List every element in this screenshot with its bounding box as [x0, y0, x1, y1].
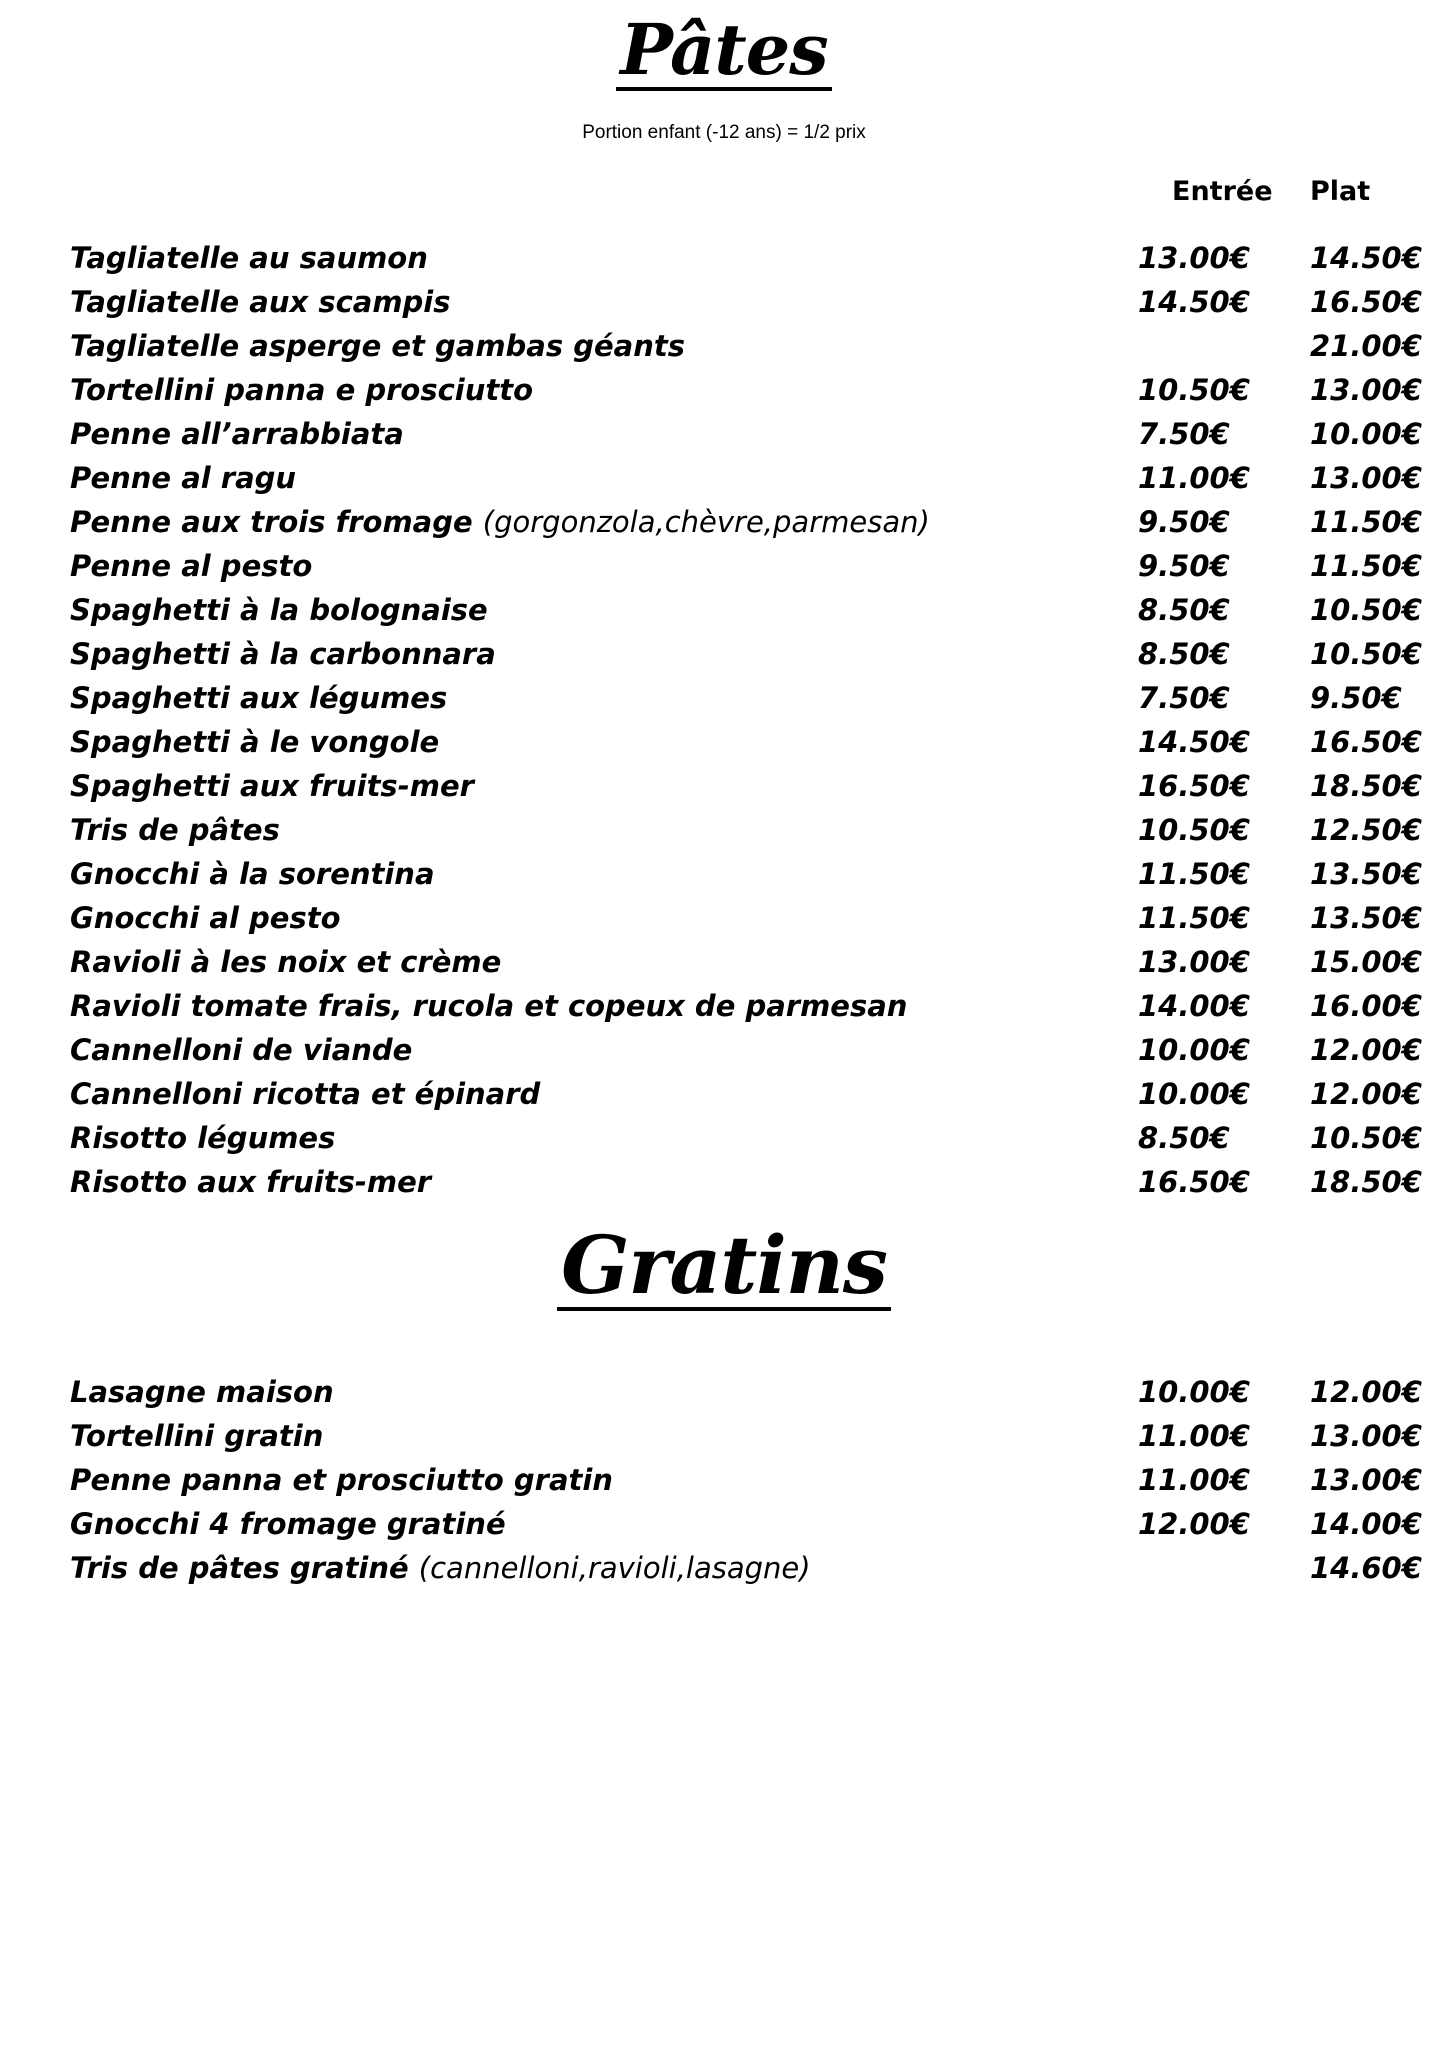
- dish-name-text: Tris de pâtes gratiné: [70, 1551, 409, 1585]
- dish-name-text: Spaghetti aux légumes: [70, 681, 448, 715]
- dish-name: [70, 1160, 431, 1204]
- menu-item: [0, 940, 1448, 984]
- menu-item: [0, 852, 1448, 896]
- price-plat: 10.00€: [1310, 417, 1422, 451]
- dish-name-text: Spaghetti à le vongole: [70, 725, 440, 759]
- menu-item: [0, 1502, 1448, 1546]
- dish-name: [70, 1458, 613, 1502]
- dish-name-text: Gnocchi al pesto: [70, 901, 341, 935]
- price-entree: 13.00€: [1138, 241, 1250, 275]
- price-entree: 12.00€: [1138, 1507, 1250, 1541]
- dish-note: (cannelloni,ravioli,lasagne): [418, 1551, 811, 1585]
- price-plat: 13.00€: [1310, 1463, 1422, 1497]
- section-title-pates-text: Pâtes: [616, 15, 831, 91]
- price-plat: 12.50€: [1310, 813, 1422, 847]
- price-entree: 14.50€: [1138, 285, 1250, 319]
- menu-item: [0, 1028, 1448, 1072]
- pates-menu-list: [0, 236, 1448, 1204]
- dish-name-text: Tortellini gratin: [70, 1419, 324, 1453]
- price-plat: 14.00€: [1310, 1507, 1422, 1541]
- price-plat: 14.50€: [1310, 241, 1422, 275]
- price-plat: 15.00€: [1310, 945, 1422, 979]
- price-plat: 12.00€: [1310, 1077, 1422, 1111]
- price-entree: 10.00€: [1138, 1077, 1250, 1111]
- dish-name-text: Penne panna et prosciutto gratin: [70, 1463, 613, 1497]
- dish-name-text: Risotto légumes: [70, 1121, 336, 1155]
- price-entree: 13.00€: [1138, 945, 1250, 979]
- dish-name: [70, 676, 447, 720]
- menu-item: [0, 544, 1448, 588]
- dish-name: [70, 280, 451, 324]
- price-plat: 18.50€: [1310, 1165, 1422, 1199]
- price-entree: 8.50€: [1138, 1121, 1230, 1155]
- dish-name-text: Gnocchi 4 fromage gratiné: [70, 1507, 506, 1541]
- dish-name-text: Cannelloni ricotta et épinard: [70, 1077, 541, 1111]
- dish-name: [70, 984, 907, 1028]
- dish-name-text: Tortellini panna e prosciutto: [70, 373, 534, 407]
- menu-item: [0, 764, 1448, 808]
- price-plat: 13.00€: [1310, 1419, 1422, 1453]
- price-entree: 7.50€: [1138, 681, 1230, 715]
- section-title-pates: [0, 8, 1448, 91]
- price-entree: 10.50€: [1138, 373, 1250, 407]
- dish-name-text: Penne al pesto: [70, 549, 313, 583]
- column-header-entree: Entrée: [1172, 176, 1273, 207]
- price-plat: 13.00€: [1310, 461, 1422, 495]
- menu-item: [0, 1546, 1448, 1590]
- dish-name: [70, 808, 280, 852]
- dish-name: [70, 324, 685, 368]
- dish-name: [70, 1370, 334, 1414]
- price-plat: 21.00€: [1310, 329, 1422, 363]
- price-plat: 18.50€: [1310, 769, 1422, 803]
- dish-name: [70, 1072, 540, 1116]
- price-plat: 16.50€: [1310, 285, 1422, 319]
- price-entree: 14.50€: [1138, 725, 1250, 759]
- price-plat: 9.50€: [1310, 681, 1402, 715]
- dish-name-text: Gnocchi à la sorentina: [70, 857, 435, 891]
- dish-name-text: Tagliatelle asperge et gambas géants: [70, 329, 686, 363]
- dish-name: [70, 1028, 412, 1072]
- price-entree: 11.50€: [1138, 857, 1250, 891]
- dish-name-text: Penne al ragu: [70, 461, 297, 495]
- price-plat: 10.50€: [1310, 1121, 1422, 1155]
- menu-item: [0, 368, 1448, 412]
- dish-name: [70, 412, 404, 456]
- price-entree: 10.00€: [1138, 1033, 1250, 1067]
- dish-name: [70, 1502, 506, 1546]
- dish-name: [70, 632, 496, 676]
- price-plat: 11.50€: [1310, 505, 1422, 539]
- price-entree: 11.00€: [1138, 1419, 1250, 1453]
- dish-name: [70, 544, 312, 588]
- dish-name: [70, 500, 930, 544]
- price-entree: 8.50€: [1138, 637, 1230, 671]
- dish-name: [70, 236, 428, 280]
- menu-item: [0, 588, 1448, 632]
- menu-item: [0, 720, 1448, 764]
- menu-item: [0, 1458, 1448, 1502]
- price-entree: 11.00€: [1138, 1463, 1250, 1497]
- menu-item: [0, 984, 1448, 1028]
- menu-item: [0, 1414, 1448, 1458]
- dish-name-text: Spaghetti à la carbonnara: [70, 637, 496, 671]
- dish-name-text: Cannelloni de viande: [70, 1033, 413, 1067]
- gratins-menu-list: [0, 1370, 1448, 1590]
- price-plat: 12.00€: [1310, 1033, 1422, 1067]
- dish-name-text: Risotto aux fruits-mer: [70, 1165, 432, 1199]
- dish-name-text: Penne all’arrabbiata: [70, 417, 404, 451]
- menu-item: [0, 1116, 1448, 1160]
- section-title-gratins: [0, 1218, 1448, 1312]
- column-header-plat: Plat: [1310, 176, 1371, 207]
- dish-name-text: Spaghetti aux fruits-mer: [70, 769, 474, 803]
- price-entree: 16.50€: [1138, 1165, 1250, 1199]
- dish-name: [70, 764, 474, 808]
- price-plat: 10.50€: [1310, 593, 1422, 627]
- dish-name: [70, 588, 488, 632]
- dish-name-text: Ravioli tomate frais, rucola et copeux de parmesan: [70, 989, 908, 1023]
- dish-name-text: Tris de pâtes: [70, 813, 280, 847]
- price-plat: 13.50€: [1310, 901, 1422, 935]
- dish-name: [70, 720, 439, 764]
- dish-name-text: Ravioli à les noix et crème: [70, 945, 502, 979]
- menu-item: [0, 676, 1448, 720]
- price-plat: 16.50€: [1310, 725, 1422, 759]
- dish-name: [70, 368, 533, 412]
- menu-item: [0, 1072, 1448, 1116]
- price-plat: 13.50€: [1310, 857, 1422, 891]
- dish-name: [70, 852, 435, 896]
- price-entree: 9.50€: [1138, 505, 1230, 539]
- menu-item: [0, 456, 1448, 500]
- menu-item: [0, 808, 1448, 852]
- price-entree: 9.50€: [1138, 549, 1230, 583]
- price-entree: 11.50€: [1138, 901, 1250, 935]
- price-plat: 12.00€: [1310, 1375, 1422, 1409]
- dish-name: [70, 940, 501, 984]
- menu-item: [0, 236, 1448, 280]
- price-entree: 14.00€: [1138, 989, 1250, 1023]
- menu-item: [0, 632, 1448, 676]
- price-entree: 16.50€: [1138, 769, 1250, 803]
- dish-name: [70, 1116, 335, 1160]
- menu-item: [0, 500, 1448, 544]
- price-entree: 10.00€: [1138, 1375, 1250, 1409]
- price-plat: 11.50€: [1310, 549, 1422, 583]
- price-plat: 14.60€: [1310, 1551, 1422, 1585]
- menu-item: [0, 1370, 1448, 1414]
- dish-name-text: Tagliatelle aux scampis: [70, 285, 451, 319]
- dish-note: (gorgonzola,chèvre,parmesan): [482, 505, 930, 539]
- menu-item: [0, 280, 1448, 324]
- price-entree: 10.50€: [1138, 813, 1250, 847]
- menu-item: [0, 324, 1448, 368]
- price-plat: 10.50€: [1310, 637, 1422, 671]
- section-title-gratins-text: Gratins: [557, 1225, 891, 1311]
- price-entree: 11.00€: [1138, 461, 1250, 495]
- dish-name-text: Tagliatelle au saumon: [70, 241, 428, 275]
- dish-name: [70, 896, 341, 940]
- dish-name: [70, 1414, 323, 1458]
- price-entree: 7.50€: [1138, 417, 1230, 451]
- menu-item: [0, 1160, 1448, 1204]
- dish-name: [70, 456, 296, 500]
- price-plat: 16.00€: [1310, 989, 1422, 1023]
- menu-item: [0, 896, 1448, 940]
- price-plat: 13.00€: [1310, 373, 1422, 407]
- dish-name: [70, 1546, 811, 1590]
- dish-name-text: Penne aux trois fromage: [70, 505, 473, 539]
- dish-name-text: Lasagne maison: [70, 1375, 334, 1409]
- menu-item: [0, 412, 1448, 456]
- price-entree: 8.50€: [1138, 593, 1230, 627]
- child-portion-note: Portion enfant (-12 ans) = 1/2 prix: [582, 122, 866, 143]
- dish-name-text: Spaghetti à la bolognaise: [70, 593, 488, 627]
